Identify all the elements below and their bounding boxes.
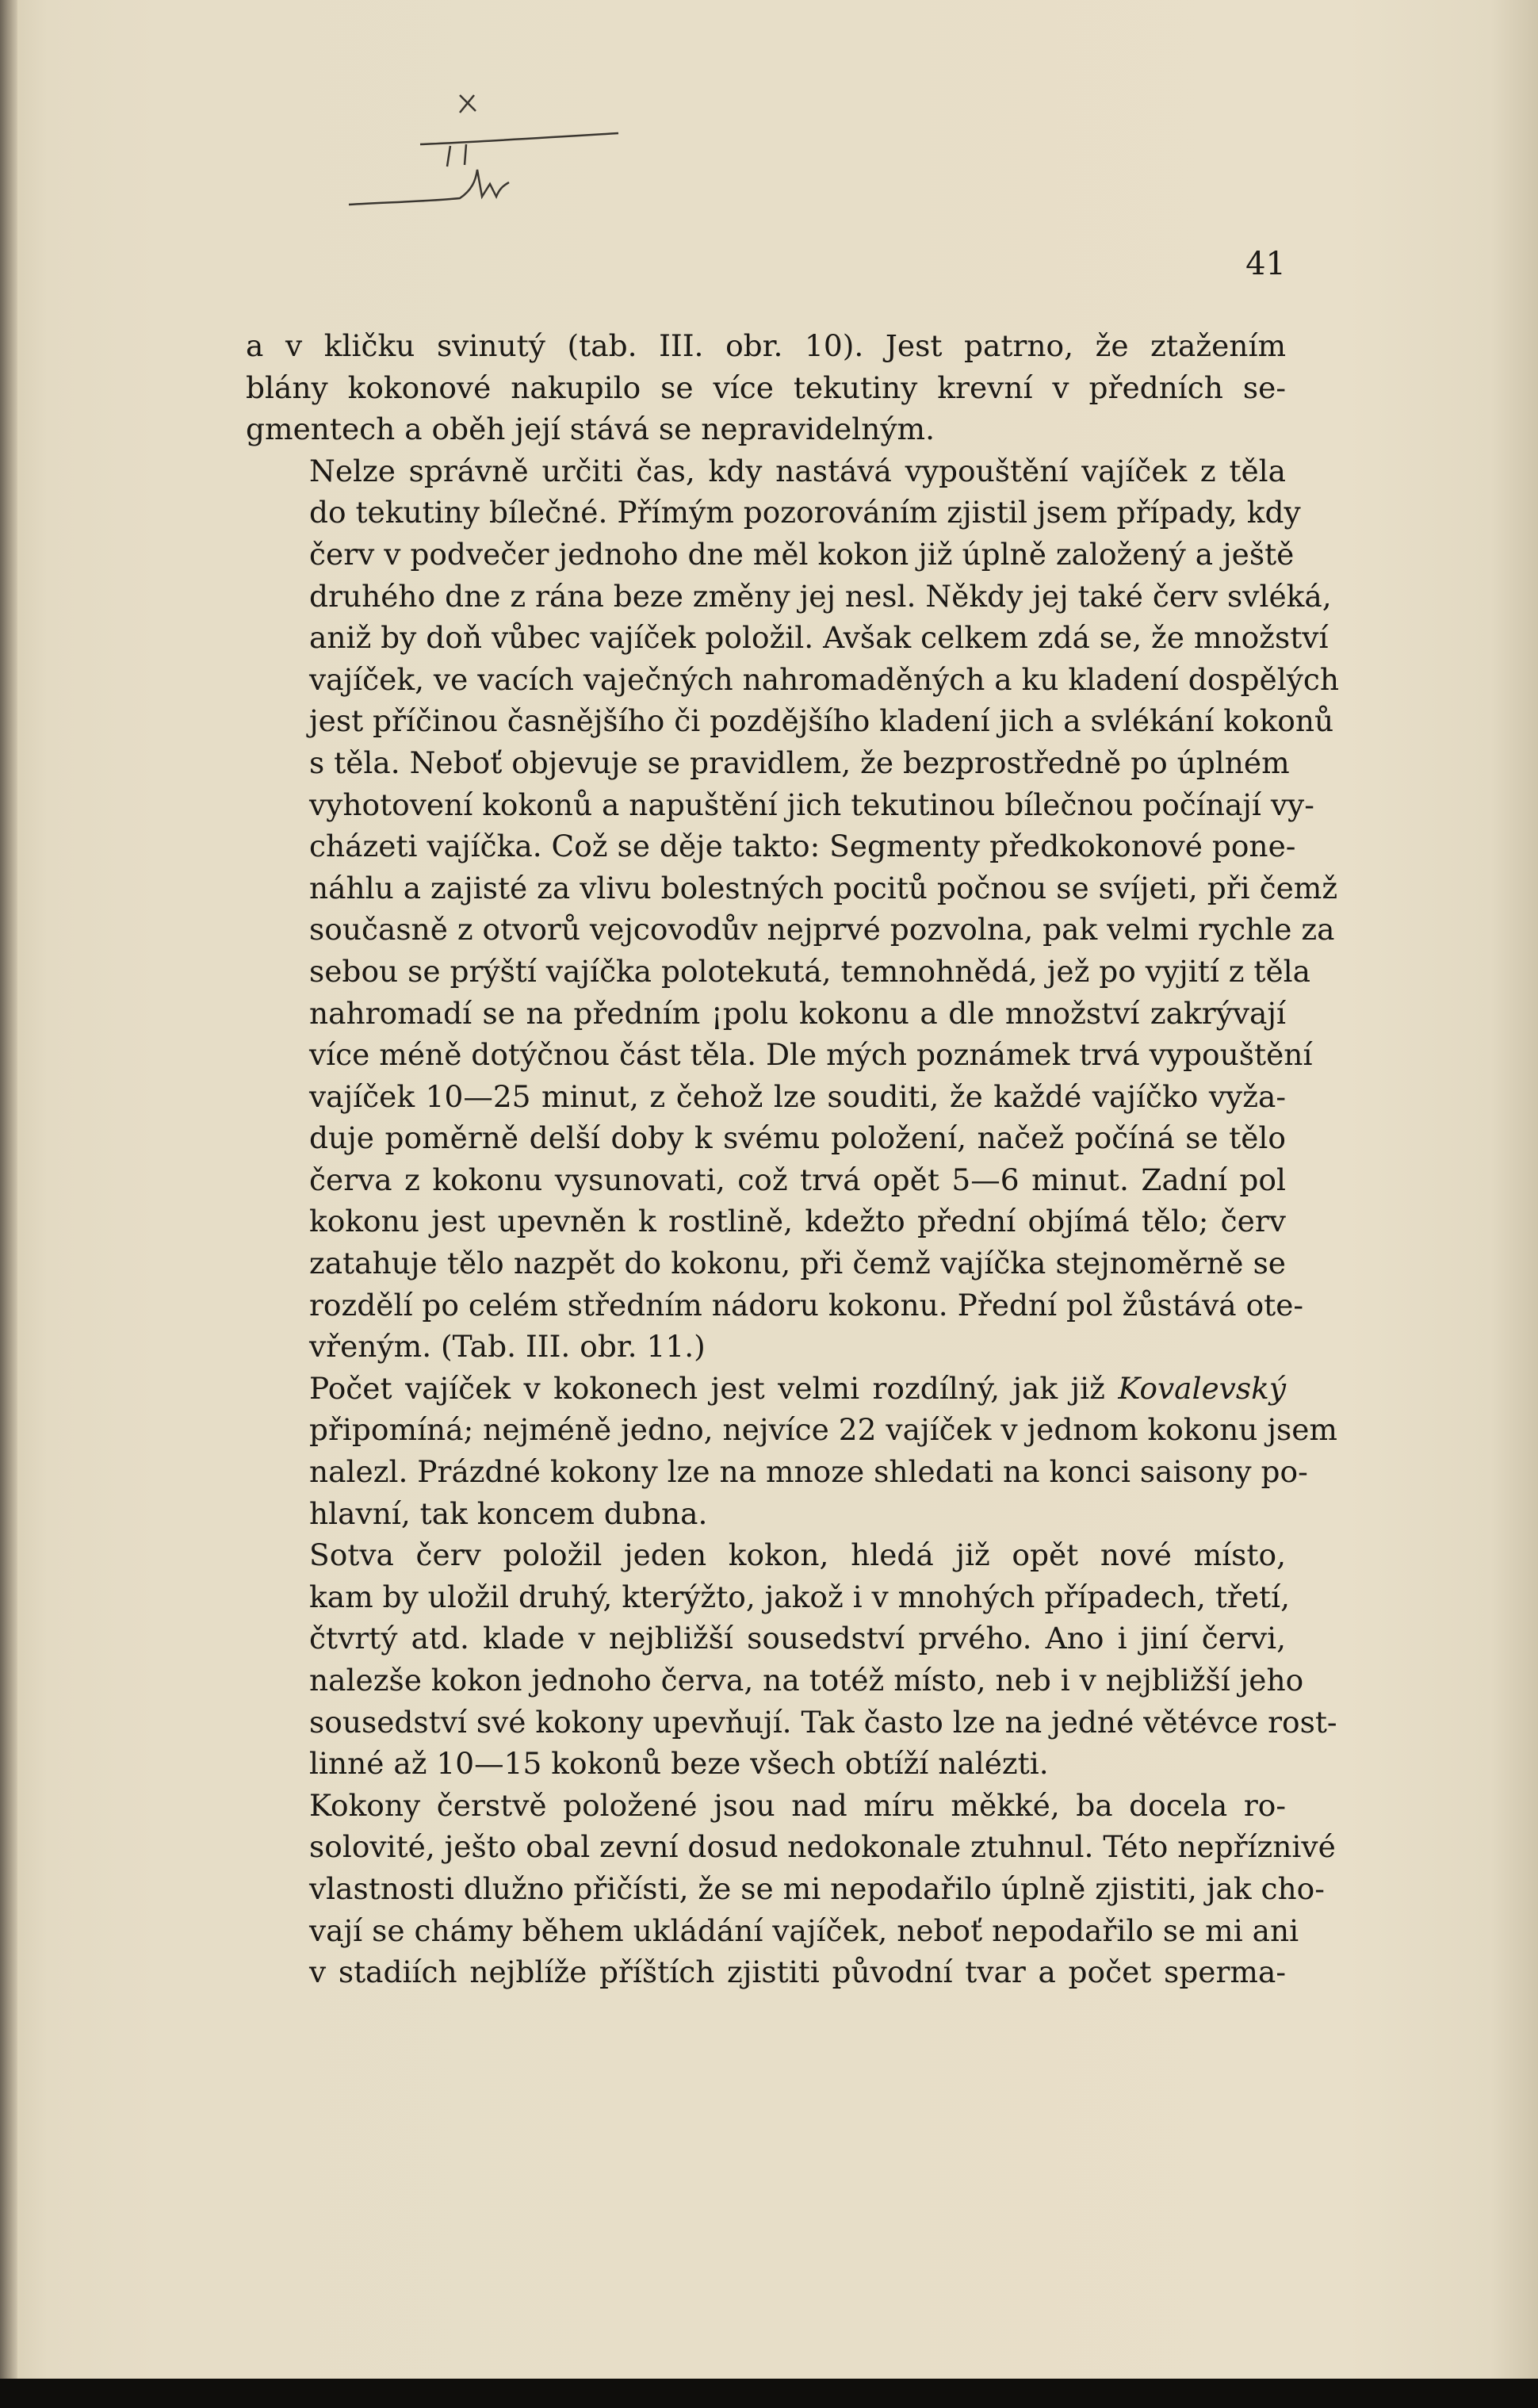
page-number: 41 — [1245, 246, 1286, 282]
text-line: náhlu a zajisté za vlivu bolestných pocitů počnou se svíjeti, při čemž — [309, 870, 1338, 905]
text-line: červa z kokonu vysunovati, což trvá opět 5—6 minut. Zadní pol — [309, 1162, 1286, 1197]
text-line: sebou se prýští vajíčka polotekutá, temnohnědá, jež po vyjití z těla — [309, 953, 1311, 989]
text-line: vřeným. (Tab. III. obr. 11.) — [309, 1329, 706, 1365]
paragraph-2 — [246, 450, 1340, 1368]
text-line: současně z otvorů vejcovodův nejprvé pozvolna, pak velmi rychle za — [309, 912, 1335, 948]
text-line: červ v podvečer jednoho dne měl kokon již úplně založený a ještě — [309, 536, 1295, 572]
text-line: vlastnosti dlužno přičísti, že se mi nepodařilo úplně zjistiti, jak cho- — [309, 1870, 1325, 1906]
text-line: vajíček 10—25 minut, z čehož lze souditi, že každé vajíčko vyža- — [309, 1078, 1286, 1114]
scan-bottom-edge — [0, 2379, 1538, 2408]
text-line: vyhotovení kokonů a napuštění jich tekutinou bílečnou počínají vy- — [309, 787, 1314, 822]
text-line: sousedství své kokony upevňují. Tak často lze na jedné větévce rost- — [309, 1704, 1337, 1740]
page-binding-edge — [0, 0, 17, 2408]
text-line-with-name — [246, 1368, 1286, 1410]
text-line: nalezl. Prázdné kokony lze na mnoze shledati na konci saisony po- — [309, 1454, 1308, 1490]
text-line: jest příčinou časnějšího či pozdějšího kladení jich a svlékání kokonů — [309, 703, 1334, 739]
text-line: čtvrtý atd. klade v nejbližší sousedství prvého. Ano i jiní červi, — [309, 1621, 1286, 1656]
text-line: do tekutiny bílečné. Přímým pozorováním zjistil jsem případy, kdy — [309, 495, 1301, 530]
text-line: Sotva červ položil jeden kokon, hledá již opět nové místo, — [309, 1537, 1286, 1573]
body-text — [246, 325, 1340, 1993]
text-fragment: Počet vajíček v kokonech jest velmi rozdílný, jak již — [309, 1370, 1105, 1406]
text-line: kokonu jest upevněn k rostlině, kdežto přední objímá tělo; červ — [309, 1204, 1286, 1239]
text-line: s těla. Neboť objevuje se pravidlem, že bezprostředně po úplném — [309, 745, 1290, 780]
text-line: připomíná; nejméně jedno, nejvíce 22 vajíček v jednom kokonu jsem — [309, 1412, 1337, 1448]
paragraph-3 — [246, 1368, 1337, 1534]
paragraph-4 — [246, 1534, 1337, 1785]
text-line: gmentech a oběh její stává se nepravidelným. — [246, 412, 935, 447]
text-line: v stadiích nejblíže příštích zjistiti původní tvar a počet sperma- — [309, 1954, 1286, 1990]
text-line: a v kličku svinutý (tab. III. obr. 10). Jest patrno, že ztažením — [246, 328, 1286, 363]
paragraph-1 — [246, 325, 1286, 450]
text-line: druhého dne z rána beze změny jej nesl. Někdy jej také červ svléká, — [309, 578, 1332, 614]
text-line: Nelze správně určiti čas, kdy nastává vypouštění vajíček z těla — [309, 453, 1286, 488]
text-line: vají se chámy během ukládání vajíček, neboť nepodařilo se mi ani — [309, 1912, 1299, 1948]
text-line: více méně dotýčnou část těla. Dle mých poznámek trvá vypouštění — [309, 1037, 1313, 1073]
text-line: cházeti vajíčka. Což se děje takto: Segmenty předkokonové pone- — [309, 829, 1296, 864]
text-line: kam by uložil druhý, kterýžto, jakož i v mnohých případech, třetí, — [309, 1579, 1291, 1614]
text-line: nalezše kokon jednoho červa, na totéž místo, neb i v nejbližší jeho — [309, 1663, 1304, 1698]
text-line: aniž by doň vůbec vajíček položil. Avšak celkem zdá se, že množství — [309, 620, 1329, 656]
pencil-marks-icon — [341, 87, 626, 214]
text-line: linné až 10—15 kokonů beze všech obtíží nalézti. — [309, 1746, 1049, 1782]
text-line: nahromadí se na předním ¡polu kokonu a dle množství zakrývají — [309, 995, 1286, 1031]
text-line: rozdělí po celém středním nádoru kokonu. Přední pol žůstává ote- — [309, 1287, 1304, 1323]
text-line: blány kokonové nakupilo se více tekutiny krevní v předních se- — [246, 369, 1286, 405]
text-line: Kokony čerstvě položené jsou nad míru měkké, ba docela ro- — [309, 1787, 1286, 1823]
text-line: vajíček, ve vacích vaječných nahromaděných a ku kladení dospělých — [309, 661, 1340, 697]
text-line: zatahuje tělo nazpět do kokonu, při čemž vajíčka stejnoměrně se — [309, 1246, 1286, 1281]
text-line: hlavní, tak koncem dubna. — [309, 1495, 708, 1531]
text-line: duje poměrně delší doby k svému položení, načež počíná se tělo — [309, 1120, 1286, 1156]
text-line: solovité, ješto obal zevní dosud nedokonale ztuhnul. Této nepříznivé — [309, 1829, 1336, 1865]
paragraph-5 — [246, 1785, 1336, 1993]
author-name: Kovalevský — [1118, 1370, 1287, 1406]
